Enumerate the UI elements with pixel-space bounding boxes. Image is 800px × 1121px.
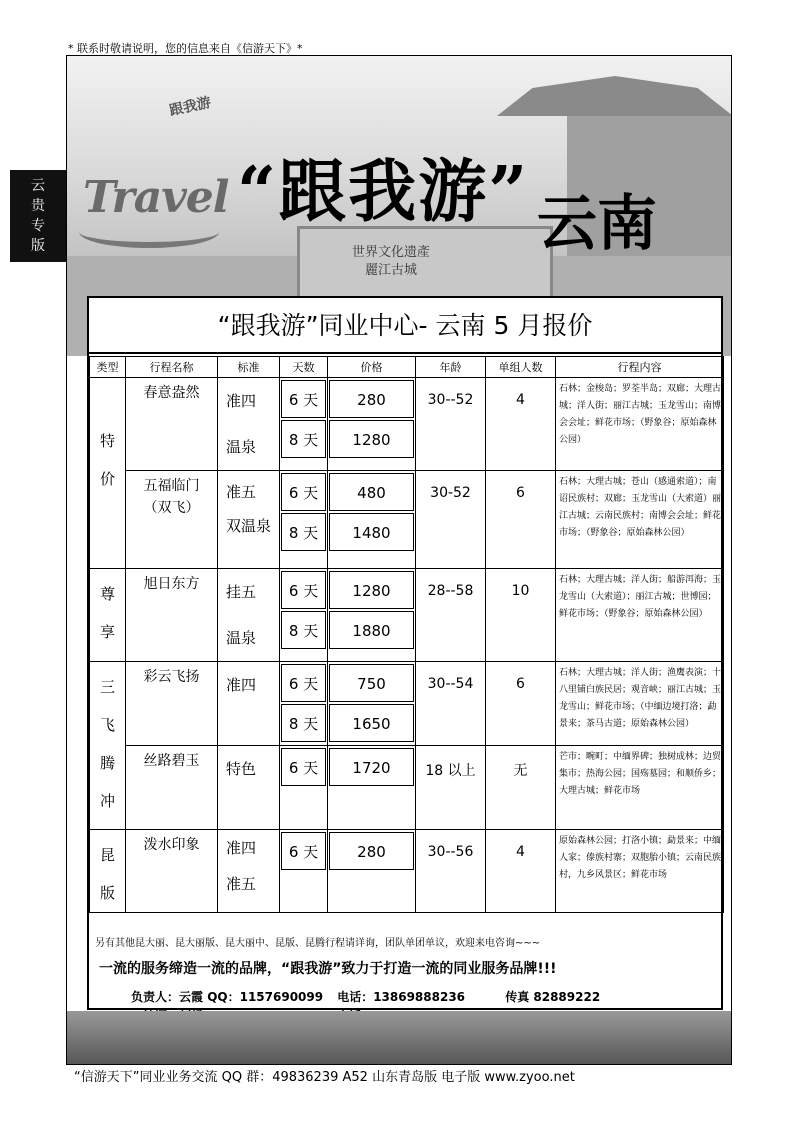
days: 6 天 xyxy=(281,664,326,702)
days: 8 天 xyxy=(281,420,326,458)
header-content: 行程内容 xyxy=(556,357,724,378)
days: 8 天 xyxy=(281,704,326,742)
logo-small-text: 跟我游 xyxy=(168,94,213,120)
table-header-row xyxy=(90,357,724,378)
price: 1280 xyxy=(329,420,414,458)
age: 28--58 xyxy=(427,583,474,599)
side-tab-text: 云贵专版 xyxy=(31,178,45,254)
contact-qq: QQ：1157690099 xyxy=(207,990,324,1004)
contact-row xyxy=(113,988,600,1007)
table-row xyxy=(90,569,724,662)
contact-fax: 传真 82889222 xyxy=(505,990,601,1004)
header-name: 行程名称 xyxy=(126,357,218,378)
building-roof xyxy=(497,76,732,116)
table-row xyxy=(90,662,724,746)
age-cell xyxy=(416,378,486,471)
price: 280 xyxy=(329,380,414,418)
price-table xyxy=(89,356,724,913)
route-name: 彩云飞扬 xyxy=(143,669,200,685)
group-size: 10 xyxy=(511,583,530,599)
content-cell xyxy=(556,662,724,746)
content-cell xyxy=(556,746,724,830)
page-frame xyxy=(66,55,732,1065)
group-cell xyxy=(486,830,556,913)
type-cell xyxy=(90,662,126,830)
group-size: 无 xyxy=(513,763,528,779)
days: 6 天 xyxy=(281,832,326,870)
price: 1650 xyxy=(329,704,414,742)
standard-cell xyxy=(218,471,280,569)
age-cell xyxy=(416,746,486,830)
age-cell xyxy=(416,662,486,746)
type-char: 版 xyxy=(99,884,115,902)
age: 30--52 xyxy=(427,392,474,408)
standard: 准四 xyxy=(226,676,257,694)
contact-tel: 电话：13869888236 xyxy=(337,990,466,1004)
price-cell xyxy=(328,746,416,830)
standard: 双温泉 xyxy=(226,517,272,535)
travel-logo: Travel xyxy=(83,172,229,223)
days-cell xyxy=(280,471,328,569)
route-name-cell xyxy=(126,471,218,569)
price-cell xyxy=(328,830,416,913)
days: 8 天 xyxy=(281,513,326,551)
type-char: 飞 xyxy=(99,716,115,734)
route-content: 石林；大理古城；苍山（感通索道）；南诏民族村；双廊；玉龙雪山（大索道）丽江古城；云南民族村；南博会会址；鲜花市场；（野象谷；原始森林公园） xyxy=(559,477,722,538)
type-char: 腾 xyxy=(99,754,115,772)
table-row xyxy=(90,378,724,471)
group-cell xyxy=(486,471,556,569)
price-cell xyxy=(328,662,416,746)
table-row xyxy=(90,471,724,569)
content-cell xyxy=(556,378,724,471)
page-title: “跟我游”同业中心- 云南 5 月报价 xyxy=(89,298,721,354)
content-cell xyxy=(556,569,724,662)
route-name: 旭日东方 xyxy=(143,576,200,592)
header-standard: 标准 xyxy=(218,357,280,378)
type-char: 冲 xyxy=(99,792,115,810)
route-name: 丝路碧玉 xyxy=(143,753,200,769)
type-char: 三 xyxy=(99,678,115,696)
header-price: 价格 xyxy=(328,357,416,378)
age-cell xyxy=(416,569,486,662)
route-name-cell xyxy=(126,830,218,913)
standard: 准五 xyxy=(226,483,257,501)
contact-role: 负责人： xyxy=(130,990,179,1004)
standard-cell xyxy=(218,830,280,913)
standard: 温泉 xyxy=(226,629,257,647)
standard: 挂五 xyxy=(226,583,257,601)
content-cell xyxy=(556,471,724,569)
age: 30--56 xyxy=(427,844,474,860)
standard: 准五 xyxy=(226,875,257,893)
table-row xyxy=(90,746,724,830)
type-cell xyxy=(90,569,126,662)
route-content: 石林；大理古城；洋人街；船游洱海；玉龙雪山（大索道）；丽江古城；世博园；鲜花市场；（野象谷；原始森林公园） xyxy=(559,575,722,619)
slogan: “跟我游” xyxy=(237,152,530,232)
top-note: * 联系时敬请说明，您的信息来自《信游天下》* xyxy=(68,42,303,55)
days-cell xyxy=(280,662,328,746)
price-cell xyxy=(328,471,416,569)
price: 1480 xyxy=(329,513,414,551)
group-cell xyxy=(486,569,556,662)
type-char: 尊 xyxy=(99,585,115,603)
type-char: 昆 xyxy=(99,846,115,864)
standard-cell xyxy=(218,662,280,746)
days: 8 天 xyxy=(281,611,326,649)
standard: 特色 xyxy=(226,760,257,778)
route-content: 芒市；畹町；中缅界碑；独树成林；边贸集市；热海公园；国殇墓园；和顺侨乡；大理古城；鲜花市场 xyxy=(559,752,722,796)
slogan-yunnan: 云南 xyxy=(537,189,657,259)
standard-cell xyxy=(218,378,280,471)
route-content: 原始森林公园；打洛小镇；勐景来；中缅人家；傣族村寨；双胞胎小镇；云南民族村，九乡风景区；鲜花市场 xyxy=(559,836,722,880)
standard: 温泉 xyxy=(226,438,257,456)
side-tab xyxy=(10,170,66,262)
contact-name: 云霞 xyxy=(178,990,203,1004)
days: 6 天 xyxy=(281,380,326,418)
header-days: 天数 xyxy=(280,357,328,378)
days-cell xyxy=(280,569,328,662)
price-cell xyxy=(328,569,416,662)
type-cell xyxy=(90,830,126,913)
route-name-cell xyxy=(126,569,218,662)
type-char: 特 xyxy=(99,432,115,450)
age-cell xyxy=(416,830,486,913)
price-board xyxy=(87,296,723,1010)
route-content: 石林；金梭岛；罗荃半岛；双廊；大理古城；洋人街；丽江古城；玉龙雪山；南博会会址；鲜花市场；（野象谷；原始森林公园） xyxy=(559,384,722,445)
route-name: 春意盎然 xyxy=(143,385,200,401)
header-group-size: 单组人数 xyxy=(486,357,556,378)
price: 1720 xyxy=(329,748,414,786)
content-cell xyxy=(556,830,724,913)
gate-line-1: 世界文化遗產 xyxy=(352,245,431,260)
group-cell xyxy=(486,746,556,830)
route-content: 石林；大理古城；洋人街；渔鹰表演；十八里铺白族民居；观音峡；丽江古城；玉龙雪山；鲜花市场；（中缅边境打洛；勐景来；茶马古道；原始森林公园） xyxy=(559,668,722,729)
group-cell xyxy=(486,662,556,746)
price: 480 xyxy=(329,473,414,511)
gate-line-2: 麗江古城 xyxy=(365,263,418,278)
days: 6 天 xyxy=(281,571,326,609)
header-type: 类型 xyxy=(90,357,126,378)
standard: 准四 xyxy=(226,839,257,857)
days-cell xyxy=(280,746,328,830)
type-char: 享 xyxy=(99,623,115,641)
price: 1880 xyxy=(329,611,414,649)
gate-text xyxy=(352,244,430,280)
route-name-cell xyxy=(126,662,218,746)
bottom-decoration xyxy=(67,1011,731,1065)
age: 30-52 xyxy=(430,485,471,501)
footer-note: 另有其他昆大丽、昆大丽版、昆大丽中、昆版、昆腾行程请详询，团队单团单议，欢迎来电咨询~~~ xyxy=(95,938,541,949)
route-name-cell xyxy=(126,746,218,830)
route-name: 五福临门 xyxy=(143,478,200,494)
type-char: 价 xyxy=(99,470,115,488)
price: 750 xyxy=(329,664,414,702)
age-cell xyxy=(416,471,486,569)
days: 6 天 xyxy=(281,748,326,786)
price: 1280 xyxy=(329,571,414,609)
group-cell xyxy=(486,378,556,471)
header-age: 年龄 xyxy=(416,357,486,378)
days: 6 天 xyxy=(281,473,326,511)
standard: 准四 xyxy=(226,392,257,410)
group-size: 6 xyxy=(516,676,525,692)
bottom-note: “信游天下”同业业务交流 QQ 群：49836239 A52 山东青岛版 电子版 www.zyoo.net xyxy=(74,1070,575,1085)
route-name: 泼水印象 xyxy=(143,837,200,853)
group-size: 4 xyxy=(516,392,525,408)
price-cell xyxy=(328,378,416,471)
standard-cell xyxy=(218,569,280,662)
route-name-sub: （双飞） xyxy=(143,500,200,516)
table-row xyxy=(90,830,724,913)
standard-cell xyxy=(218,746,280,830)
group-size: 6 xyxy=(516,485,525,501)
footer-slogan: 一流的服务缔造一流的品牌，“跟我游”致力于打造一流的同业服务品牌!!! xyxy=(99,961,557,977)
age: 30--54 xyxy=(427,676,474,692)
days-cell xyxy=(280,378,328,471)
group-size: 4 xyxy=(516,844,525,860)
price: 280 xyxy=(329,832,414,870)
route-name-cell xyxy=(126,378,218,471)
type-cell xyxy=(90,378,126,569)
days-cell xyxy=(280,830,328,913)
age: 18 以上 xyxy=(425,763,476,779)
